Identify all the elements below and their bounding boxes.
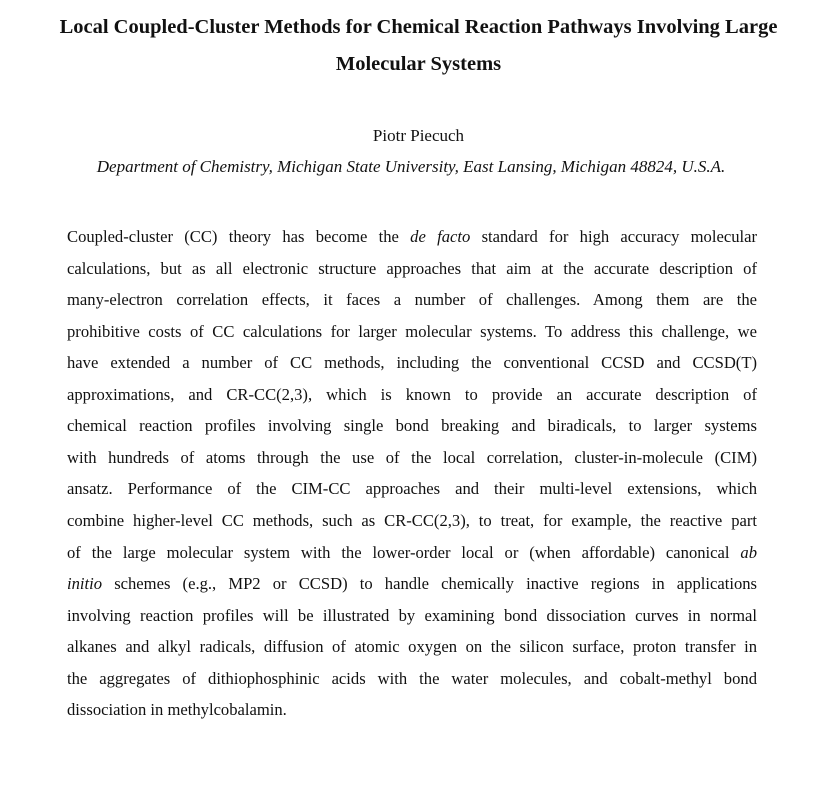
abstract-text: of the large molecular system with the lower-order local or (when affordable) canonical [67,542,741,562]
abstract-line [67,510,757,532]
abstract-line [67,384,757,406]
abstract-line [67,352,757,374]
abstract-text: calculations, but as all electronic structure approaches that aim at the accurate description of [67,258,757,278]
abstract-line [67,605,757,627]
abstract-text: approximations, and CR-CC(2,3), which is known to provide an accurate description of [67,384,757,404]
abstract-italic-term: de facto [410,227,471,246]
abstract-text: alkanes and alkyl radicals, diffusion of atomic oxygen on the silicon surface, proton transfer in [67,637,757,657]
abstract-text: schemes (e.g., MP2 or CCSD) to handle chemically inactive regions in applications [102,574,757,594]
abstract-text: many-electron correlation effects, it faces a number of challenges. Among them are the [67,290,757,310]
abstract-italic-term: ab [740,542,757,562]
abstract-text: have extended a number of CC methods, including the conventional CCSD and CCSD(T) [67,353,757,373]
abstract-line [67,699,757,721]
abstract-line [67,668,757,690]
author-affiliation: Department of Chemistry, Michigan State University, East Lansing, Michigan 48824, U.S.A. [96,157,726,176]
abstract-text: prohibitive costs of CC calculations for larger molecular systems. To address this challenge, we [67,321,757,341]
abstract-text: Coupled-cluster (CC) theory has become the [67,227,411,246]
abstract-text: combine higher-level CC methods, such as CR-CC(2,3), to treat, for example, the reactive part [67,510,757,530]
author-name: Piotr Piecuch [372,126,465,145]
abstract-text: with hundreds of atoms through the use of the local correlation, cluster-in-molecule (CIM) [67,447,757,467]
abstract-line [67,289,757,311]
abstract-text: the aggregates of dithiophosphinic acids with the water molecules, and cobalt-methyl bond [67,668,757,688]
paper-title: Local Coupled-Cluster Methods for Chemical Reaction Pathways Involving Large Molecular Systems [59,16,778,75]
abstract-line [67,226,757,248]
abstract-line [67,415,757,437]
abstract-line [67,478,757,500]
abstract-line [67,447,757,469]
abstract-italic-term: initio [67,574,103,594]
abstract-line [67,636,757,658]
abstract-text: dissociation in methylcobalamin. [67,700,287,720]
abstract-line [67,321,757,343]
abstract-line [67,573,757,595]
abstract-line [67,258,757,280]
abstract-text: standard for high accuracy molecular [470,227,757,246]
abstract-text: chemical reaction profiles involving single bond breaking and biradicals, to larger systems [67,416,757,436]
abstract-line [67,542,757,564]
abstract-text: involving reaction profiles will be illustrated by examining bond dissociation curves in normal [67,605,757,625]
abstract-text: ansatz. Performance of the CIM-CC approaches and their multi-level extensions, which [67,479,757,499]
